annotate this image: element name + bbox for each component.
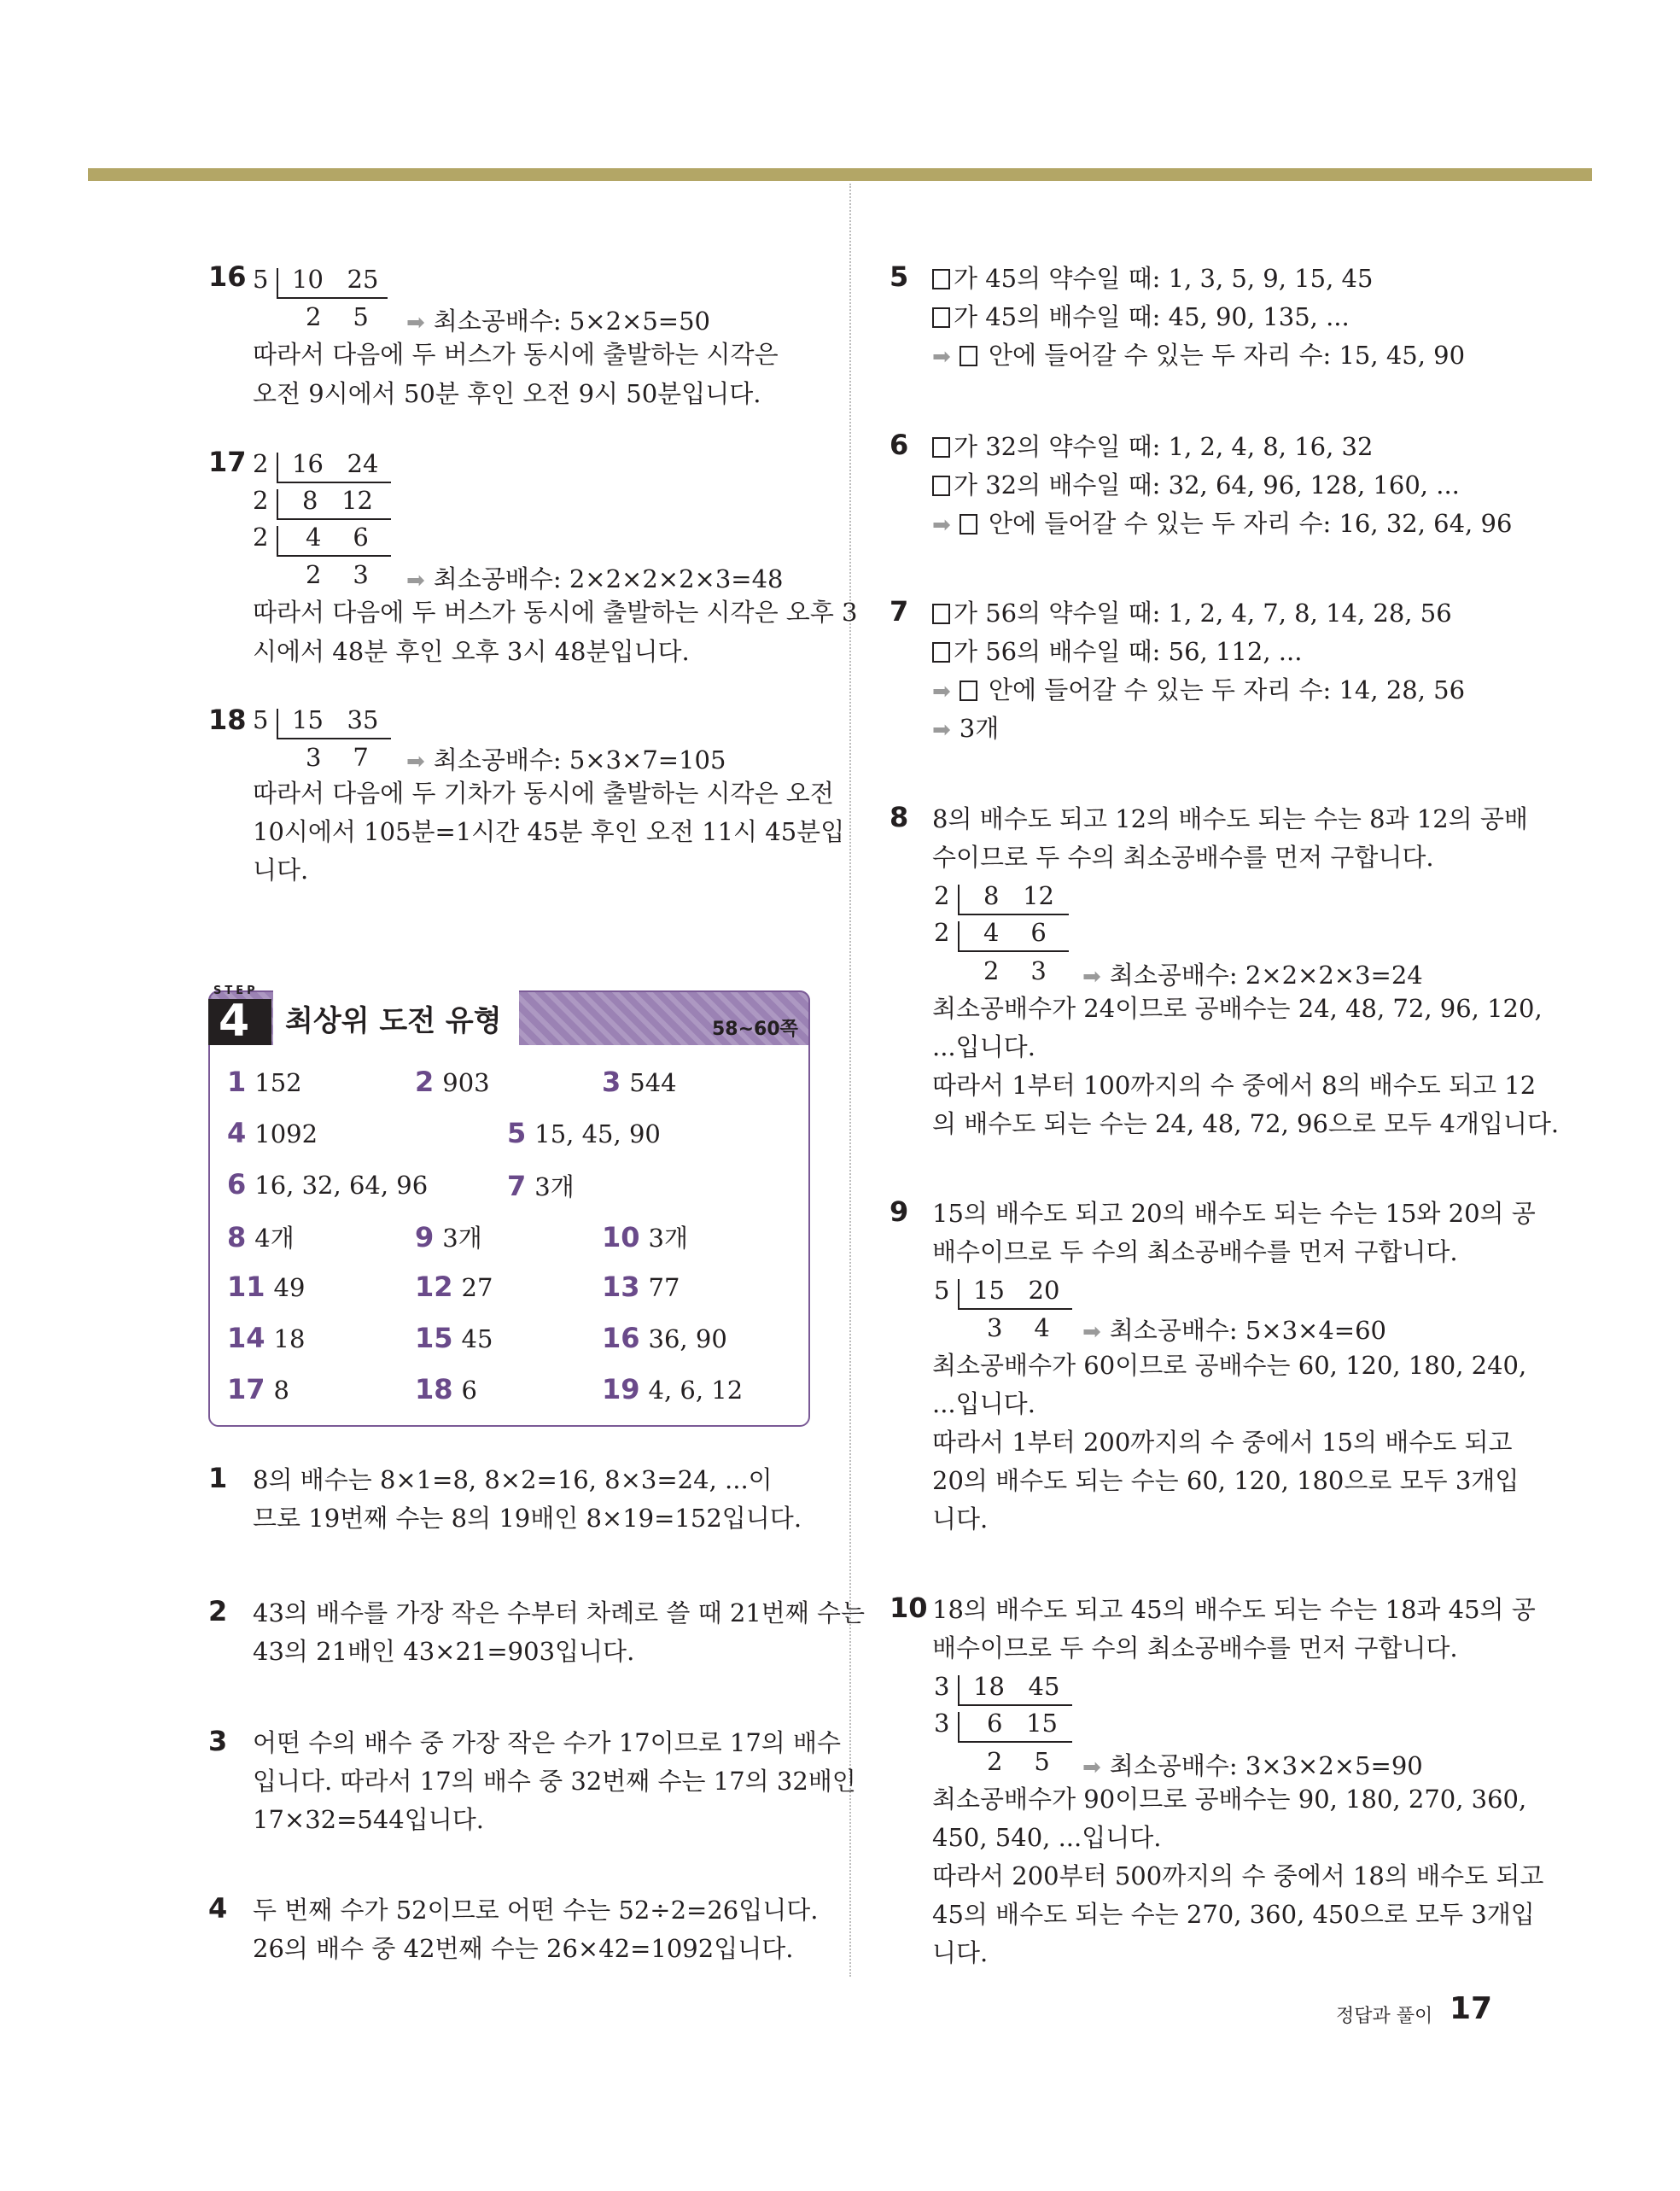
solution-1-number: 1 (208, 1462, 228, 1494)
blank-box-icon (932, 604, 950, 624)
answer-item (602, 1219, 688, 1254)
line-text: 안에 들어갈 수 있는 두 자리 수: 15, 45, 90 (989, 341, 1466, 370)
lcm-result-8 (1082, 956, 1423, 991)
text-line: 배수이므로 두 수의 최소공배수를 먼저 구합니다. (932, 1237, 1458, 1266)
ladder-row: 8 12 (983, 881, 1055, 910)
answer-value: 3개 (648, 1224, 688, 1253)
answer-item (227, 1219, 295, 1254)
answer-number: 19 (602, 1373, 640, 1405)
text-line: 시에서 48분 후인 오후 3시 48분입니다. (253, 637, 690, 666)
text-line: 따라서 1부터 100까지의 수 중에서 8의 배수도 되고 12 (932, 1071, 1537, 1100)
answer-number: 8 (227, 1221, 247, 1253)
ladder-divisor: 5 (253, 705, 269, 734)
ladder-quotient: 2 5 (987, 1747, 1050, 1776)
lcm-text: 최소공배수: 2×2×2×3=24 (1109, 961, 1423, 990)
text-line: 오전 9시에서 50분 후인 오전 9시 50분입니다. (253, 379, 761, 408)
division-ladder-16 (253, 265, 398, 333)
blank-box-icon (932, 437, 950, 458)
text-line (932, 674, 1465, 708)
division-ladder-8 (934, 881, 1088, 990)
ladder-row: 16 24 (292, 449, 379, 478)
page-range: 58~60쪽 (712, 1019, 798, 1040)
answer-number: 5 (507, 1117, 527, 1149)
blank-box-icon (932, 476, 950, 496)
text-line (932, 635, 1302, 668)
text-line: ...입니다. (932, 1389, 1035, 1418)
answer-number: 7 (507, 1170, 527, 1202)
line-text: 가 45의 약수일 때: 1, 3, 5, 9, 15, 45 (954, 264, 1374, 293)
text-line: 최소공배수가 24이므로 공배수는 24, 48, 72, 96, 120, (932, 994, 1543, 1023)
answer-value: 903 (442, 1068, 490, 1097)
problem-16-number: 16 (208, 260, 247, 293)
text-line: ...입니다. (932, 1032, 1035, 1061)
ladder-divisor: 2 (253, 449, 269, 478)
text-line: 의 배수도 되는 수는 24, 48, 72, 96으로 모두 4개입니다. (932, 1109, 1560, 1138)
text-line: 두 번째 수가 52이므로 어떤 수는 52÷2=26입니다. (253, 1896, 819, 1925)
text-line: 따라서 다음에 두 버스가 동시에 출발하는 시각은 오후 3 (253, 598, 858, 627)
arrow-icon: ➡ (1082, 964, 1101, 990)
arrow-icon: ➡ (1082, 1755, 1101, 1780)
lcm-text: 최소공배수: 3×3×2×5=90 (1109, 1751, 1423, 1780)
answer-item (507, 1117, 661, 1149)
answer-value: 36, 90 (648, 1324, 727, 1353)
text-line: 최소공배수가 60이므로 공배수는 60, 120, 180, 240, (932, 1351, 1527, 1380)
answer-value: 6 (461, 1376, 477, 1405)
ladder-divisor: 2 (253, 486, 269, 515)
text-line: 45의 배수도 되는 수는 270, 360, 450으로 모두 3개입 (932, 1900, 1535, 1929)
answer-value: 4, 6, 12 (648, 1376, 744, 1405)
answer-number: 15 (415, 1322, 453, 1354)
blank-box-icon (932, 307, 950, 328)
answer-item (415, 1271, 493, 1303)
blank-box-icon (932, 269, 950, 289)
ladder-divisor: 5 (253, 265, 269, 294)
arrow-icon: ➡ (406, 310, 425, 336)
text-line: 따라서 200부터 500까지의 수 중에서 18의 배수도 되고 (932, 1861, 1544, 1890)
ladder-quotient: 2 3 (306, 560, 369, 589)
answer-box (208, 990, 810, 1427)
blank-box-icon (932, 642, 950, 663)
problem-17-number: 17 (208, 446, 247, 478)
lcm-result-9 (1082, 1312, 1386, 1347)
text-line (932, 712, 999, 746)
division-ladder-9 (934, 1276, 1088, 1344)
ladder-row: 15 20 (973, 1276, 1060, 1305)
answer-number: 6 (227, 1168, 247, 1201)
answer-number: 17 (227, 1373, 265, 1405)
blank-box-icon (960, 681, 977, 701)
ladder-quotient: 2 3 (983, 956, 1047, 985)
text-line (932, 262, 1373, 295)
text-line (932, 507, 1512, 541)
text-line: 니다. (932, 1938, 989, 1967)
answer-value: 8 (273, 1376, 289, 1405)
ladder-divisor: 2 (253, 523, 269, 552)
lcm-text: 최소공배수: 5×2×5=50 (433, 307, 711, 336)
answer-item (415, 1322, 493, 1354)
answer-value: 16, 32, 64, 96 (254, 1171, 429, 1200)
text-line: 43의 배수를 가장 작은 수부터 차례로 쓸 때 21번째 수는 (253, 1598, 866, 1627)
answer-number: 13 (602, 1271, 640, 1303)
arrow-icon: ➡ (1082, 1319, 1101, 1345)
answer-value: 1092 (254, 1119, 318, 1148)
answer-item (415, 1219, 482, 1254)
text-line (932, 339, 1465, 373)
answer-item (227, 1373, 289, 1405)
answer-number: 10 (602, 1221, 640, 1253)
answer-value: 27 (461, 1273, 493, 1302)
answer-value: 152 (254, 1068, 302, 1097)
solution-10-number: 10 (890, 1592, 928, 1624)
division-ladder-17 (253, 449, 406, 594)
problem-18-number: 18 (208, 704, 247, 736)
solution-2-number: 2 (208, 1595, 228, 1627)
answer-item (602, 1271, 680, 1303)
text-line: 15의 배수도 되고 20의 배수도 되는 수는 15와 20의 공 (932, 1199, 1536, 1228)
answer-item (415, 1373, 477, 1405)
text-line: 18의 배수도 되고 45의 배수도 되는 수는 18과 45의 공 (932, 1595, 1536, 1624)
answer-value: 15, 45, 90 (534, 1119, 661, 1148)
ladder-row: 8 12 (302, 486, 374, 515)
answer-value: 45 (461, 1324, 493, 1353)
solution-6-number: 6 (890, 429, 909, 461)
answer-number: 2 (415, 1066, 435, 1098)
answer-value: 4개 (254, 1224, 295, 1253)
solution-3-number: 3 (208, 1725, 228, 1757)
answer-value: 3개 (534, 1172, 575, 1201)
answer-value: 49 (273, 1273, 306, 1302)
answer-value: 544 (629, 1068, 677, 1097)
line-text: 안에 들어갈 수 있는 두 자리 수: 14, 28, 56 (989, 675, 1466, 704)
answer-item (227, 1271, 305, 1303)
ladder-divisor: 3 (934, 1709, 950, 1738)
text-line: 니다. (932, 1504, 989, 1534)
line-text: 3개 (959, 714, 1000, 743)
answer-number: 11 (227, 1271, 265, 1303)
top-rule (88, 168, 1592, 181)
text-line: 450, 540, ...입니다. (932, 1823, 1162, 1852)
line-text: 가 45의 배수일 때: 45, 90, 135, ... (954, 302, 1350, 331)
ladder-quotient: 2 5 (306, 302, 369, 331)
answer-item (415, 1066, 490, 1098)
answer-value: 77 (648, 1273, 680, 1302)
text-line (932, 469, 1460, 501)
answer-number: 18 (415, 1373, 453, 1405)
ladder-row: 4 6 (306, 523, 369, 552)
text-line: 입니다. 따라서 17의 배수 중 32번째 수는 17의 32배인 (253, 1767, 856, 1796)
division-ladder-10 (934, 1672, 1088, 1781)
arrow-icon: ➡ (406, 568, 425, 593)
answer-item (227, 1066, 302, 1098)
text-line: 10시에서 105분=1시간 45분 후인 오전 11시 45분입 (253, 817, 845, 846)
footer-label: 정답과 풀이 (1336, 2006, 1433, 2027)
blank-box-icon (960, 514, 977, 535)
text-line: 니다. (253, 856, 309, 885)
text-line: 43의 21배인 43×21=903입니다. (253, 1637, 635, 1666)
ladder-divisor: 2 (934, 881, 950, 910)
line-text: 가 32의 배수일 때: 32, 64, 96, 128, 160, ... (954, 470, 1460, 500)
answer-number: 9 (415, 1221, 435, 1253)
answer-item (602, 1322, 727, 1354)
ladder-row: 6 15 (987, 1709, 1059, 1738)
arrow-icon: ➡ (932, 512, 951, 538)
blank-box-icon (960, 346, 977, 366)
section-title: 최상위 도전 유형 (285, 1004, 502, 1038)
solution-5-number: 5 (890, 260, 909, 293)
solution-9-number: 9 (890, 1195, 909, 1228)
ladder-quotient: 3 7 (306, 743, 369, 772)
answer-number: 1 (227, 1066, 247, 1098)
arrow-icon: ➡ (932, 344, 951, 370)
solution-4-number: 4 (208, 1892, 228, 1925)
answer-item (227, 1322, 305, 1354)
text-line: 17×32=544입니다. (253, 1805, 485, 1834)
answer-number: 3 (602, 1066, 621, 1098)
arrow-icon: ➡ (406, 749, 425, 774)
text-line: 따라서 다음에 두 기차가 동시에 출발하는 시각은 오전 (253, 779, 834, 808)
answer-item (602, 1373, 743, 1405)
lcm-text: 최소공배수: 2×2×2×2×3=48 (433, 564, 784, 593)
answer-item (227, 1117, 318, 1149)
answer-value: 3개 (442, 1224, 482, 1253)
text-line: 최소공배수가 90이므로 공배수는 90, 180, 270, 360, (932, 1785, 1527, 1814)
text-line: 따라서 다음에 두 버스가 동시에 출발하는 시각은 (253, 340, 779, 369)
text-line: 므로 19번째 수는 8의 19배인 8×19=152입니다. (253, 1504, 802, 1533)
page-number: 17 (1450, 1991, 1493, 2026)
text-line: 따라서 1부터 200까지의 수 중에서 15의 배수도 되고 (932, 1428, 1513, 1457)
answer-number: 14 (227, 1322, 265, 1354)
line-text: 가 56의 약수일 때: 1, 2, 4, 7, 8, 14, 28, 56 (954, 599, 1452, 628)
lcm-text: 최소공배수: 5×3×7=105 (433, 745, 726, 774)
text-line (932, 301, 1350, 333)
ladder-row: 10 25 (292, 265, 379, 294)
ladder-divisor: 3 (934, 1672, 950, 1701)
text-line: 8의 배수는 8×1=8, 8×2=16, 8×3=24, ...이 (253, 1465, 773, 1494)
text-line: 어떤 수의 배수 중 가장 작은 수가 17이므로 17의 배수 (253, 1728, 842, 1757)
lcm-result-10 (1082, 1747, 1423, 1782)
solution-7-number: 7 (890, 595, 909, 628)
ladder-divisor: 2 (934, 918, 950, 947)
line-text: 안에 들어갈 수 있는 두 자리 수: 16, 32, 64, 96 (989, 509, 1513, 538)
ladder-quotient: 3 4 (987, 1313, 1050, 1342)
text-line: 배수이므로 두 수의 최소공배수를 먼저 구합니다. (932, 1633, 1458, 1662)
lcm-result-18 (406, 741, 726, 776)
answer-value: 18 (273, 1324, 306, 1353)
lcm-result-16 (406, 302, 710, 337)
arrow-icon: ➡ (932, 717, 951, 743)
ladder-row: 4 6 (983, 918, 1047, 947)
ladder-divisor: 5 (934, 1276, 950, 1305)
solution-8-number: 8 (890, 801, 909, 833)
answer-item (227, 1168, 428, 1201)
arrow-icon: ➡ (932, 679, 951, 704)
text-line: 20의 배수도 되는 수는 60, 120, 180으로 모두 3개입 (932, 1466, 1520, 1495)
answer-number: 16 (602, 1322, 640, 1354)
text-line (932, 430, 1373, 463)
text-line: 수이므로 두 수의 최소공배수를 먼저 구합니다. (932, 843, 1434, 872)
answer-number: 12 (415, 1271, 453, 1303)
text-line: 26의 배수 중 42번째 수는 26×42=1092입니다. (253, 1934, 794, 1963)
step-label: STEP (213, 984, 259, 997)
column-divider (849, 184, 851, 1977)
answer-item (602, 1066, 677, 1098)
ladder-row: 18 45 (973, 1672, 1060, 1701)
answer-item (507, 1168, 575, 1203)
step-number: 4 (219, 996, 250, 1047)
text-line (932, 597, 1452, 629)
text-line: 8의 배수도 되고 12의 배수도 되는 수는 8과 12의 공배 (932, 804, 1528, 833)
lcm-result-17 (406, 560, 784, 595)
line-text: 가 32의 약수일 때: 1, 2, 4, 8, 16, 32 (954, 432, 1374, 461)
answer-number: 4 (227, 1117, 247, 1149)
line-text: 가 56의 배수일 때: 56, 112, ... (954, 637, 1303, 666)
division-ladder-18 (253, 705, 398, 774)
lcm-text: 최소공배수: 5×3×4=60 (1109, 1316, 1387, 1345)
ladder-row: 15 35 (292, 705, 379, 734)
